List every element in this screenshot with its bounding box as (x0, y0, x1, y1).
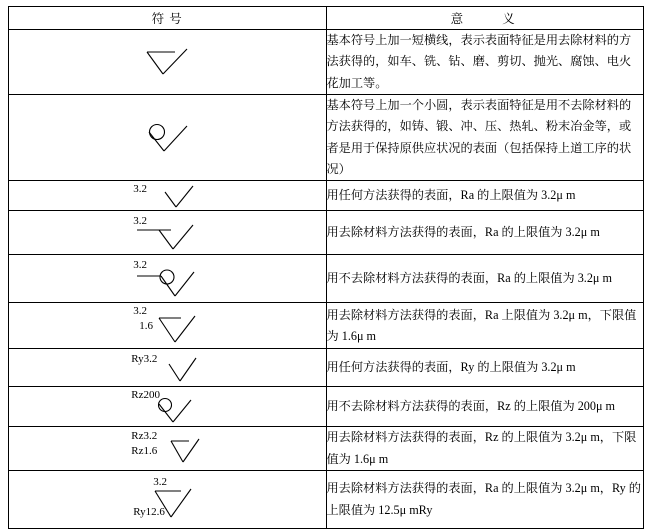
table-row (9, 387, 644, 427)
table-row (9, 211, 644, 255)
meaning-cell: 用不去除材料方法获得的表面，Rz 的上限值为 200μ m (326, 387, 644, 427)
meaning-cell: 基本符号上加一个小圆，表示表面特征是用不去除材料的方法获得的，如铸、锻、冲、压、热轧、粉末冶金等，或者是用于保持原供应状况的表面（包括保持上道工序的状况） (326, 95, 644, 181)
surface-symbol-icon (137, 122, 197, 154)
symbol-value-top: 3.2 (133, 182, 147, 195)
symbol-value-lower-limit: 1.6 (139, 319, 153, 332)
table-row (9, 303, 644, 349)
symbol-value-lower-limit: Rz1.6 (131, 444, 158, 457)
surface-symbol-icon (137, 47, 197, 77)
table-row (9, 471, 644, 529)
symbol-value-ra: 3.2 (153, 475, 167, 488)
table-row (9, 427, 644, 471)
symbol-cell (9, 349, 327, 387)
meaning-cell: 用去除材料方法获得的表面，Rz 的上限值为 3.2μ m，下限值为 1.6μ m (326, 427, 644, 471)
symbol-cell (9, 303, 327, 349)
symbol-graphic-any (127, 182, 207, 210)
table-header-row (9, 7, 644, 30)
symbol-graphic-removal (127, 212, 207, 254)
symbol-graphic-removal (127, 304, 207, 348)
symbol-graphic-noremoval (127, 122, 207, 154)
table-row (9, 30, 644, 95)
symbol-value-top: Rz200 (131, 388, 160, 401)
column-header-meaning (326, 7, 644, 30)
meaning-cell: 基本符号上加一短横线，表示表面特征是用去除材料的方法获得的，如车、铣、钻、磨、剪切、抛光、腐蚀、电火花加工等。 (326, 30, 644, 95)
symbol-graphic-removal (127, 475, 207, 525)
symbol-value-ry: Ry12.6 (133, 505, 165, 518)
table-row (9, 95, 644, 181)
symbol-cell (9, 211, 327, 255)
meaning-cell: 用不去除材料方法获得的表面，Ra 的上限值为 3.2μ m (326, 255, 644, 303)
symbol-cell (9, 471, 327, 529)
symbol-graphic-noremoval (127, 388, 207, 426)
symbol-value-top: 3.2 (133, 214, 147, 227)
symbol-value-top: Ry3.2 (131, 352, 158, 365)
table-body (9, 30, 644, 529)
symbol-value-upper-limit: Rz3.2 (131, 429, 158, 442)
symbol-value-upper-limit: 3.2 (133, 304, 147, 317)
symbol-cell (9, 255, 327, 303)
table-row (9, 181, 644, 211)
meaning-cell: 用任何方法获得的表面，Ry 的上限值为 3.2μ m (326, 349, 644, 387)
table-row (9, 255, 644, 303)
meaning-cell: 用去除材料方法获得的表面，Ra 的上限值为 3.2μ m (326, 211, 644, 255)
table-row (9, 349, 644, 387)
symbol-graphic-any (127, 350, 207, 386)
symbol-graphic-removal (127, 47, 207, 77)
meaning-cell: 用去除材料方法获得的表面，Ra 的上限值为 3.2μ m，Ry 的上限值为 12.5μ mRy (326, 471, 644, 529)
symbol-cell (9, 427, 327, 471)
surface-symbol-table (8, 6, 644, 529)
table-header (9, 7, 644, 30)
symbol-graphic-noremoval (127, 256, 207, 302)
meaning-cell: 用任何方法获得的表面，Ra 的上限值为 3.2μ m (326, 181, 644, 211)
symbol-cell (9, 387, 327, 427)
symbol-cell (9, 181, 327, 211)
symbol-value-top: 3.2 (133, 258, 147, 271)
column-header-symbol: 符 号 (9, 7, 327, 30)
column-header-meaning-text: 意 义 (450, 12, 533, 26)
symbol-cell (9, 95, 327, 181)
meaning-cell: 用去除材料方法获得的表面，Ra 上限值为 3.2μ m，下限值为 1.6μ m (326, 303, 644, 349)
symbol-cell (9, 30, 327, 95)
symbol-graphic-removal (127, 429, 207, 469)
